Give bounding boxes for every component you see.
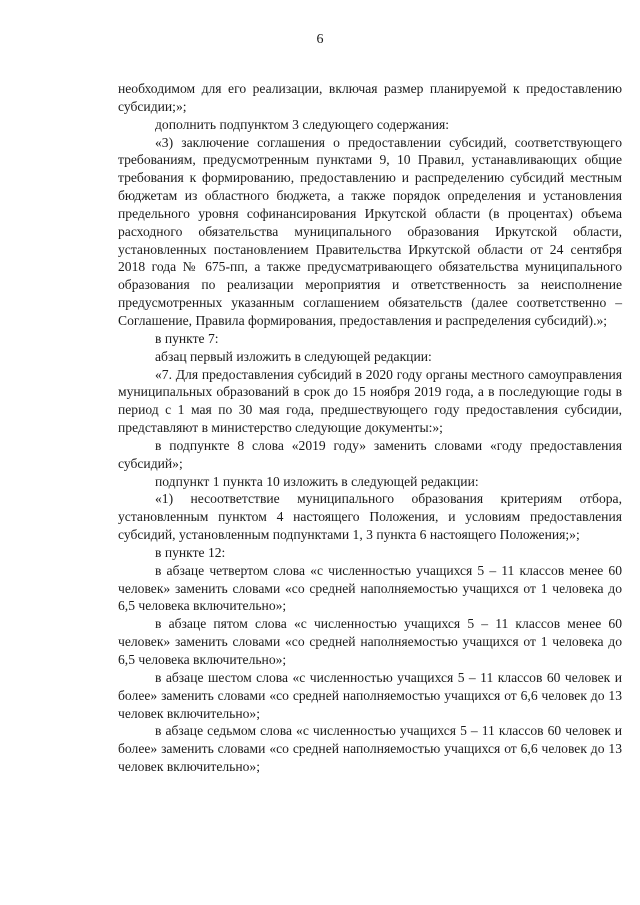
paragraph: дополнить подпунктом 3 следующего содержания: bbox=[155, 116, 450, 132]
paragraph: «1) несоответствие муниципального образования критериям отбора, установленным пунктом 4 настоящего Положения, и условиям предоставления субсидий, установленным подпунктами 1, 3 пункта 6 настоящего Положения;»; bbox=[118, 491, 622, 543]
paragraph: в подпункте 8 слова «2019 году» заменить словами «году предоставления субсидий»; bbox=[118, 437, 622, 471]
paragraph: в абзаце шестом слова «с численностью учащихся 5 – 11 классов 60 человек и более» заменить словами «со средней наполняемостью учащихся от 6,6 человек до 13 человек включительно»; bbox=[118, 669, 622, 721]
page-number: 6 bbox=[316, 32, 324, 47]
paragraph: в абзаце седьмом слова «с численностью учащихся 5 – 11 классов 60 человек и более» заменить словами «со средней наполняемостью учащихся от 6,6 человек до 13 человек включительно»; bbox=[118, 723, 622, 775]
paragraph: «3) заключение соглашения о предоставлении субсидий, соответствующего требованиям, предусмотренным пунктами 9, 10 Правил, устанавливающих общие требования к формированию, предоставлению и распределению субсидий местным бюджетам из областного бюджета, а также порядок определения и установления предельного уровня софинансирования Иркутской области (в процентах) объема расходного обязательства муниципального образования Иркутской области, установленных постановлением Правительства Иркутской области от 24 сентября 2018 года № 675-пп, а также предусматривающего обязательства муниципального образования по реализации мероприятия и ответственность за неисполнение предусмотренных указанным соглашением обязательств (далее соответственно – Соглашение, Правила формирования, предоставления и распределения субсидий).»; bbox=[118, 134, 622, 328]
paragraph: в абзаце четвертом слова «с численностью учащихся 5 – 11 классов менее 60 человек» заменить словами «со средней наполняемостью учащихся от 1 человека до 6,5 человека включительно»; bbox=[118, 562, 622, 614]
paragraph: в пункте 7: bbox=[155, 330, 219, 346]
paragraph: в абзаце пятом слова «с численностью учащихся 5 – 11 классов менее 60 человек» заменить словами «со средней наполняемостью учащихся от 1 человека до 6,5 человека включительно»; bbox=[118, 616, 622, 667]
paragraph: необходимом для его реализации, включая размер планируемой к предоставлению субсидии;»; bbox=[118, 81, 622, 114]
paragraph: в пункте 12: bbox=[155, 544, 226, 560]
document-body bbox=[118, 80, 622, 776]
paragraph: абзац первый изложить в следующей редакции: bbox=[155, 348, 432, 364]
paragraph: «7. Для предоставления субсидий в 2020 году органы местного самоуправления муниципальных образований в срок до 15 ноября 2019 года, а в последующие годы в период с 1 мая по 30 мая года, предшествующего году предоставления субсидии, представляют в министерство следующие документы:»; bbox=[118, 366, 622, 436]
paragraph: подпункт 1 пункта 10 изложить в следующей редакции: bbox=[155, 473, 479, 489]
